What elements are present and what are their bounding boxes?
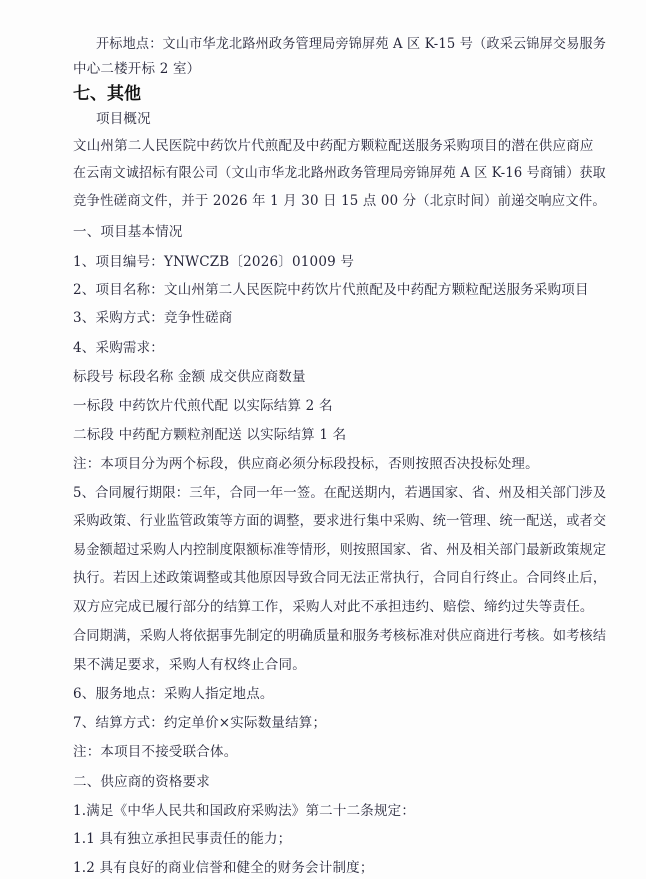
opening-place-line: 开标地点：文山市华龙北路州政务管理局旁锦屏苑 A 区 K-15 号（政采云锦屏交易服务 bbox=[96, 36, 607, 52]
overview-paragraph-line-1: 文山州第二人民医院中药饮片代煎配及中药配方颗粒配送服务采购项目的潜在供应商应 bbox=[73, 138, 594, 154]
project-name: 2、项目名称：文山州第二人民医院中药饮片代煎配及中药配方颗粒配送服务采购项目 bbox=[73, 282, 589, 298]
overview-title: 项目概况 bbox=[96, 111, 151, 127]
contract-term-line-3: 易金额超过采购人内控制度限额标准等情形，则按照国家、省、州及相关部门最新政策规定 bbox=[73, 542, 607, 558]
contract-term-line-2: 采购政策、行业监管政策等方面的调整，要求进行集中采购、统一管理、统一配送，或者交 bbox=[73, 513, 607, 529]
overview-paragraph-line-3: 竞争性磋商文件，并于 2026 年 1 月 30 日 15 点 00 分（北京时间）前递交响应文件。 bbox=[73, 193, 606, 209]
requirement-1-2: 1.2 具有良好的商业信誉和健全的财务会计制度； bbox=[73, 860, 374, 876]
contract-expiry-line-2: 果不满足要求，采购人有权终止合同。 bbox=[73, 657, 306, 673]
lot-row-2: 二标段 中药配方颗粒剂配送 以实际结算 1 名 bbox=[73, 427, 347, 443]
service-location: 6、服务地点：采购人指定地点。 bbox=[73, 686, 274, 702]
requirement-1-1: 1.1 具有独立承担民事责任的能力； bbox=[73, 831, 292, 847]
section-2-title: 二、供应商的资格要求 bbox=[73, 774, 210, 790]
lot-note: 注：本项目分为两个标段，供应商必须分标段投标，否则按照否决投标处理。 bbox=[73, 456, 539, 472]
section-1-title: 一、项目基本情况 bbox=[73, 224, 183, 240]
settlement-method: 7、结算方式：约定单价×实际数量结算； bbox=[73, 715, 327, 731]
lot-row-1: 一标段 中药饮片代煎代配 以实际结算 2 名 bbox=[73, 398, 333, 414]
opening-place-continuation: 中心二楼开标 2 室） bbox=[73, 61, 201, 77]
lot-table-header: 标段号 标段名称 金额 成交供应商数量 bbox=[73, 369, 306, 385]
contract-term-line-1: 5、合同履行期限：三年，合同一年一签。在配送期内，若遇国家、省、州及相关部门涉及 bbox=[73, 485, 607, 501]
requirement-1: 1.满足《中华人民共和国政府采购法》第二十二条规定： bbox=[73, 803, 416, 819]
contract-expiry-line-1: 合同期满，采购人将依据事先制定的明确质量和服务考核标准对供应商进行考核。如考核结 bbox=[73, 628, 607, 644]
contract-term-line-5: 双方应完成已履行部分的结算工作，采购人对此不承担违约、赔偿、缔约过失等责任。 bbox=[73, 599, 594, 615]
project-number: 1、项目编号：YNWCZB〔2026〕01009 号 bbox=[73, 254, 355, 270]
procurement-requirements: 4、采购需求： bbox=[73, 340, 164, 356]
consortium-note: 注：本项目不接受联合体。 bbox=[73, 744, 238, 760]
overview-paragraph-line-2: 在云南文诚招标有限公司（文山市华龙北路州政务管理局旁锦屏苑 A 区 K-16 号商铺）获取 bbox=[73, 165, 606, 181]
procurement-method: 3、采购方式：竞争性磋商 bbox=[73, 310, 233, 326]
contract-term-line-4: 执行。若因上述政策调整或其他原因导致合同无法正常执行，合同自行终止。合同终止后， bbox=[73, 570, 607, 586]
section-7-heading: 七、其他 bbox=[73, 84, 141, 104]
